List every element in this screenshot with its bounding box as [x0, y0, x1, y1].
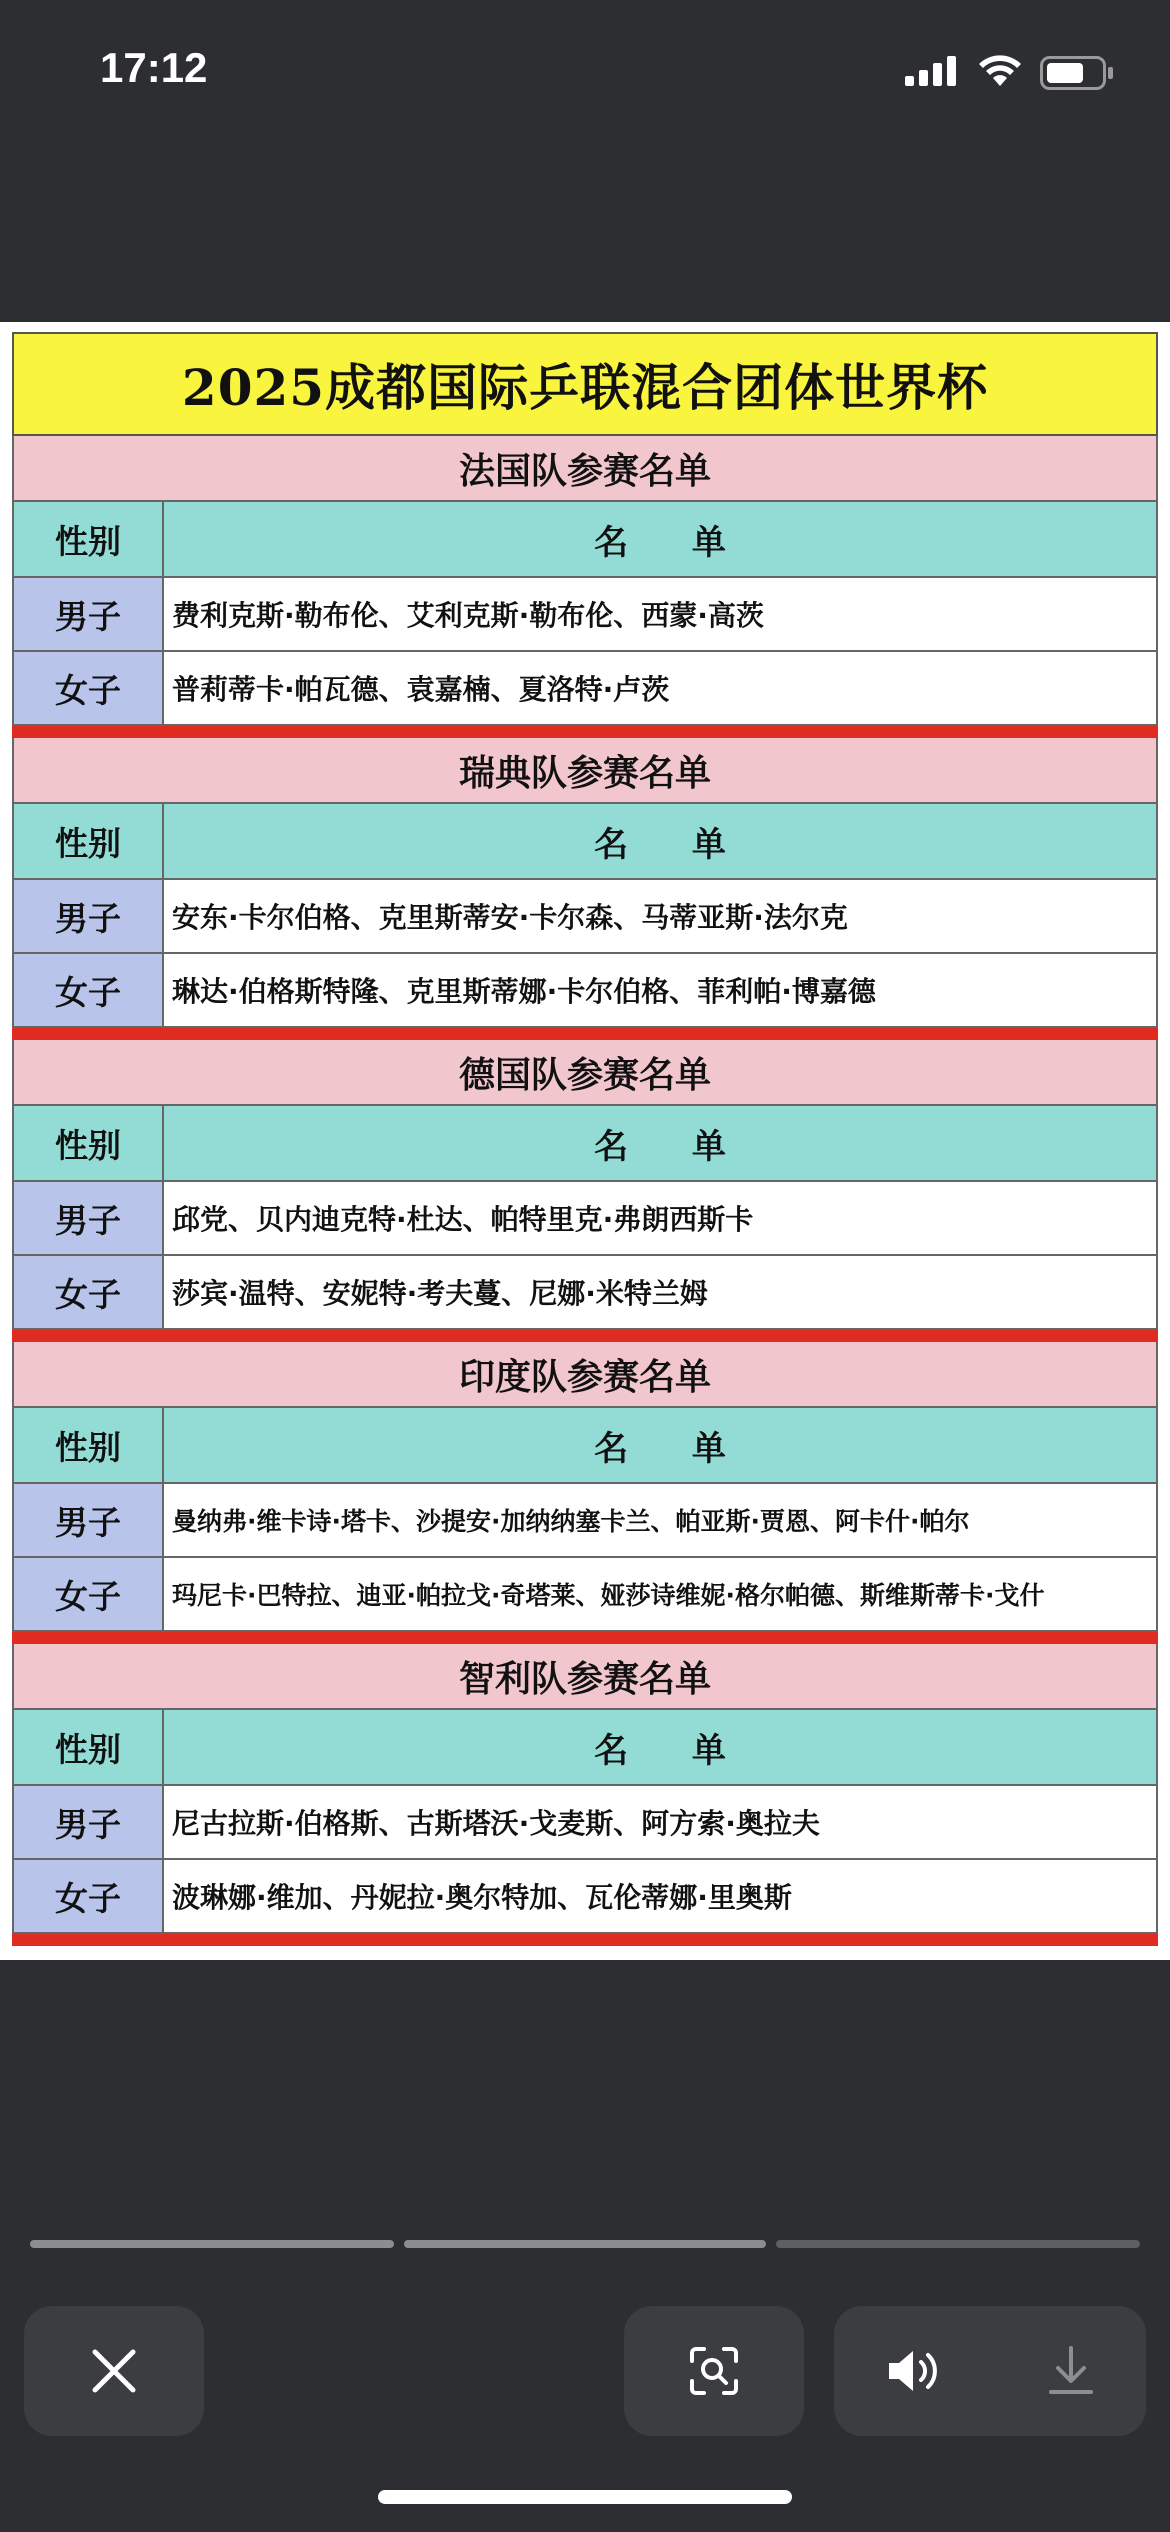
names-women: 莎宾·温特、安妮特·考夫蔓、尼娜·米特兰姆: [164, 1256, 1156, 1328]
media-controls: [834, 2306, 1146, 2436]
table-row-men: [12, 578, 1158, 652]
names-header: 名 单: [164, 1408, 1156, 1482]
team-block-chile: [12, 1644, 1158, 1946]
section-divider: [12, 1028, 1158, 1040]
team-heading: 智利队参赛名单: [12, 1644, 1158, 1710]
table-header-row: [12, 1408, 1158, 1484]
table-row-women: [12, 1256, 1158, 1330]
speaker-icon[interactable]: [885, 2346, 945, 2396]
gender-header: 性别: [14, 1106, 164, 1180]
team-block-germany: [12, 1040, 1158, 1342]
gender-women: 女子: [14, 1558, 164, 1630]
section-divider: [12, 1632, 1158, 1644]
gender-header: 性别: [14, 804, 164, 878]
names-men: 邱党、贝内迪克特·杜达、帕特里克·弗朗西斯卡: [164, 1182, 1156, 1254]
team-block-sweden: [12, 738, 1158, 1040]
gender-men: 男子: [14, 880, 164, 952]
status-bar: [0, 0, 1170, 150]
names-women: 琳达·伯格斯特隆、克里斯蒂娜·卡尔伯格、菲利帕·博嘉德: [164, 954, 1156, 1026]
names-header: 名 单: [164, 1710, 1156, 1784]
page-indicator-2[interactable]: [404, 2240, 766, 2248]
team-block-france: [12, 436, 1158, 738]
names-header: 名 单: [164, 804, 1156, 878]
download-icon[interactable]: [1046, 2344, 1096, 2398]
visual-lookup-icon: [688, 2345, 740, 2397]
gender-header: 性别: [14, 502, 164, 576]
photo-viewer-image[interactable]: [0, 322, 1170, 1960]
gender-header: 性别: [14, 1408, 164, 1482]
home-indicator[interactable]: [378, 2490, 792, 2504]
gender-women: 女子: [14, 652, 164, 724]
team-heading: 瑞典队参赛名单: [12, 738, 1158, 804]
table-row-women: [12, 1558, 1158, 1632]
team-heading: 印度队参赛名单: [12, 1342, 1158, 1408]
names-header: 名 单: [164, 1106, 1156, 1180]
table-row-women: [12, 652, 1158, 726]
table-row-women: [12, 954, 1158, 1028]
section-divider: [12, 1330, 1158, 1342]
names-women: 波琳娜·维加、丹妮拉·奥尔特加、瓦伦蒂娜·里奥斯: [164, 1860, 1156, 1932]
gender-men: 男子: [14, 578, 164, 650]
status-time: 17:12: [100, 44, 208, 91]
table-header-row: [12, 1710, 1158, 1786]
table-row-men: [12, 1182, 1158, 1256]
team-heading: 德国队参赛名单: [12, 1040, 1158, 1106]
table-header-row: [12, 804, 1158, 880]
names-men: 曼纳弗·维卡诗·塔卡、沙提安·加纳纳塞卡兰、帕亚斯·贾恩、阿卡什·帕尔: [164, 1484, 1156, 1556]
gender-women: 女子: [14, 1860, 164, 1932]
cellular-signal-icon: [905, 56, 957, 86]
table-header-row: [12, 1106, 1158, 1182]
close-button[interactable]: [24, 2306, 204, 2436]
section-divider: [12, 726, 1158, 738]
table-row-men: [12, 1484, 1158, 1558]
gender-women: 女子: [14, 954, 164, 1026]
names-men: 安东·卡尔伯格、克里斯蒂安·卡尔森、马蒂亚斯·法尔克: [164, 880, 1156, 952]
names-men: 尼古拉斯·伯格斯、古斯塔沃·戈麦斯、阿方索·奥拉夫: [164, 1786, 1156, 1858]
battery-icon: [1040, 56, 1114, 90]
names-men: 费利克斯·勒布伦、艾利克斯·勒布伦、西蒙·高茨: [164, 578, 1156, 650]
names-women: 普莉蒂卡·帕瓦德、袁嘉楠、夏洛特·卢茨: [164, 652, 1156, 724]
table-header-row: [12, 502, 1158, 578]
close-icon: [91, 2348, 137, 2394]
gender-men: 男子: [14, 1484, 164, 1556]
wifi-icon: [976, 52, 1024, 88]
roster-sheet: [12, 332, 1158, 1947]
title-text: 2025成都国际乒联混合团体世界杯: [181, 358, 989, 417]
gender-men: 男子: [14, 1182, 164, 1254]
team-heading: 法国队参赛名单: [12, 436, 1158, 502]
page-title: [12, 332, 1158, 436]
gender-header: 性别: [14, 1710, 164, 1784]
visual-lookup-button[interactable]: [624, 2306, 804, 2436]
page-indicator-3[interactable]: [776, 2240, 1140, 2248]
page-indicator-1[interactable]: [30, 2240, 394, 2248]
table-row-women: [12, 1860, 1158, 1934]
section-divider: [12, 1934, 1158, 1946]
names-women: 玛尼卡·巴特拉、迪亚·帕拉戈·奇塔莱、娅莎诗维妮·格尔帕德、斯维斯蒂卡·戈什: [164, 1558, 1156, 1630]
gender-women: 女子: [14, 1256, 164, 1328]
names-header: 名 单: [164, 502, 1156, 576]
team-block-india: [12, 1342, 1158, 1644]
gender-men: 男子: [14, 1786, 164, 1858]
table-row-men: [12, 1786, 1158, 1860]
table-row-men: [12, 880, 1158, 954]
